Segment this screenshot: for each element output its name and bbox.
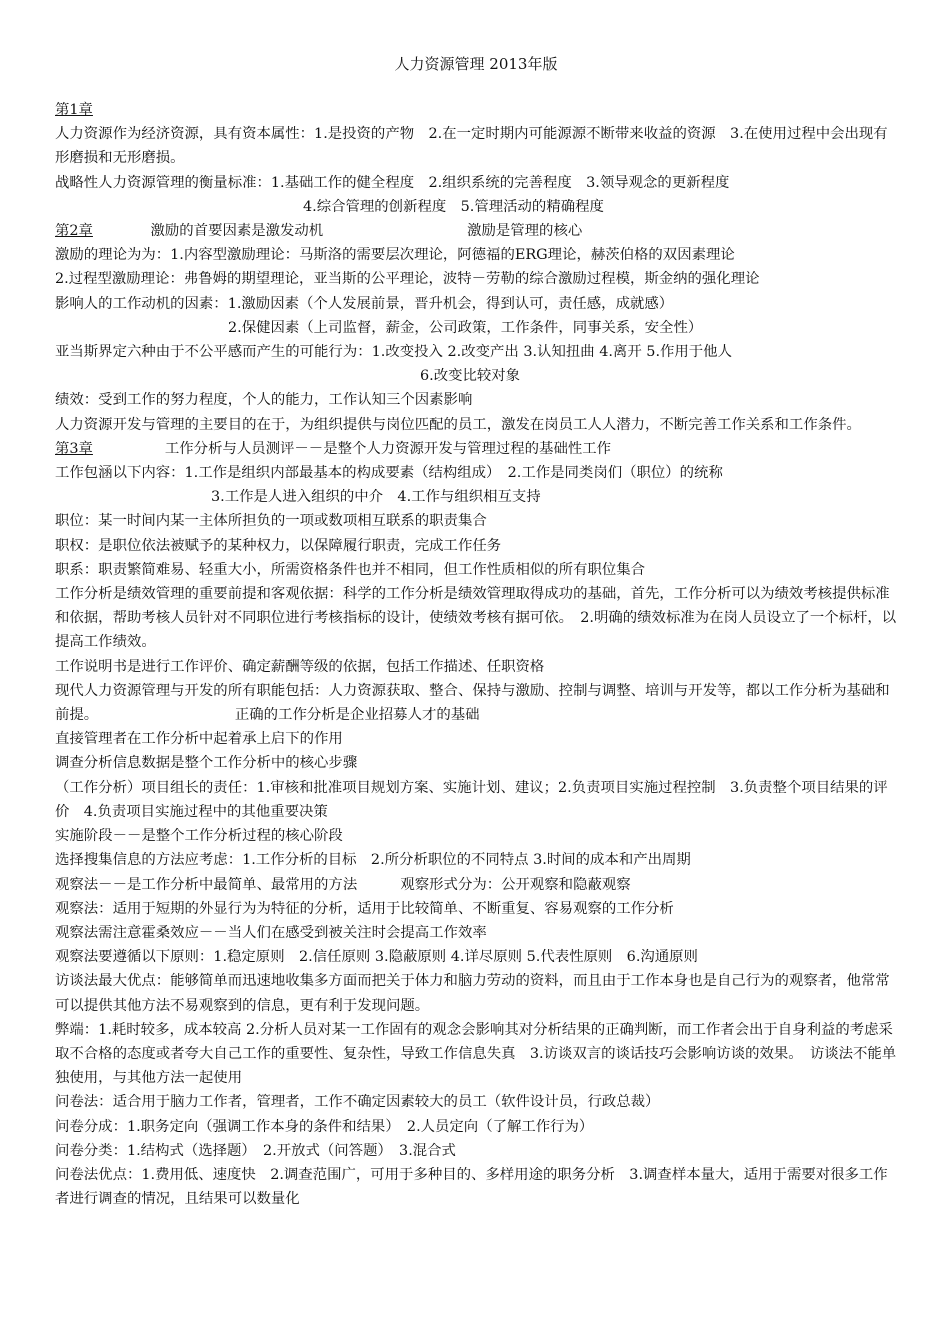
text-line [55, 195, 897, 219]
line-text: 工作包涵以下内容：1.工作是组织内部最基本的构成要素（结构组成） 2.工作是同类岗们（职位）的统称 [55, 465, 723, 482]
text-line [55, 727, 897, 751]
line-text: 观察法需注意霍桑效应－－当人们在感受到被关注时会提高工作效率 [55, 924, 487, 941]
line-text: 工作分析与人员测评－－是整个人力资源开发与管理过程的基础性工作 [92, 440, 612, 457]
text-line [55, 267, 897, 291]
text-line [55, 824, 897, 848]
line-text: 人力资源开发与管理的主要目的在于，为组织提供与岗位匹配的员工，激发在岗员工人人潜力，不断完善工作关系和工作条件。 [55, 416, 861, 433]
line-text: 观察法：适用于短期的外显行为为特征的分析，适用于比较简单、不断重复、容易观察的工作分析 [55, 900, 674, 917]
line-text: 影响人的工作动机的因素：1.激励因素（个人发展前景，晋升机会，得到认可，责任感，成就感） [55, 295, 674, 312]
text-line [55, 340, 897, 364]
line-text: 激励的理论为为：1.内容型激励理论：马斯洛的需要层次理论，阿德福的ERG理论，赫茨伯格的双因素理论 [55, 247, 735, 264]
text-line [55, 897, 897, 921]
text-line [55, 316, 897, 340]
line-text: 战略性人力资源管理的衡量标准：1.基础工作的健全程度 2.组织系统的完善程度 3.领导观念的更新程度 [55, 174, 730, 191]
line-text: 激励的首要因素是激发动机 激励是管理的核心 [92, 223, 583, 240]
text-line [55, 945, 897, 969]
line-text: 6.改变比较对象 [420, 368, 521, 385]
text-line [55, 219, 897, 243]
text-line [55, 171, 897, 195]
text-line [55, 679, 897, 727]
text-line [55, 582, 897, 655]
line-text: 问卷分成：1.职务定向（强调工作本身的条件和结果） 2.人员定向（了解工作行为） [55, 1118, 594, 1135]
line-text: 3.工作是人进入组织的中介 4.工作与组织相互支持 [211, 489, 541, 506]
text-line [55, 437, 897, 461]
text-line [55, 776, 897, 824]
document-page [55, 52, 897, 1211]
line-text: 观察法－－是工作分析中最简单、最常用的方法 观察形式分为：公开观察和隐蔽观察 [55, 876, 631, 893]
line-text: 工作分析是绩效管理的重要前提和客观依据：科学的工作分析是绩效管理取得成功的基础，首先，工作分析可以为绩效考核提供标准和依据，帮助考核人员针对不同职位进行考核指标的设计，使绩效考核有据可依。 2.明确的绩效标准为在岗人员设立了一个标杆，以提高工作绩效。 [55, 586, 897, 651]
line-text: 2.保健因素（上司监督，薪金，公司政策，工作条件，同事关系，安全性） [228, 319, 703, 336]
line-text: 弊端：1.耗时较多，成本较高 2.分析人员对某一工作固有的观念会影响其对分析结果的正确判断，而工作者会出于自身利益的考虑采取不合格的态度或者夸大自己工作的重要性、复杂性，导致工作信息失真 3.访谈双言的谈话技巧会影响访谈的效果。 访谈法不能单独使用，与其他方法一起使用 [55, 1021, 897, 1087]
line-text: 亚当斯界定六种由于不公平感而产生的可能行为：1.改变投入 2.改变产出 3.认知扭曲 4.离开 5.作用于他人 [55, 344, 732, 361]
line-text: 职位：某一时间内某一主体所担负的一项或数项相互联系的职责集合 [55, 513, 487, 530]
line-text: 问卷法：适合用于脑力工作者，管理者，工作不确定因素较大的员工（软件设计员，行政总裁） [55, 1094, 660, 1111]
text-line [55, 292, 897, 316]
line-text: 绩效：受到工作的努力程度，个人的能力，工作认知三个因素影响 [55, 392, 473, 409]
text-line [55, 1018, 897, 1091]
text-line [55, 751, 897, 775]
chapter-heading: 第3章 [55, 440, 93, 457]
line-text: 直接管理者在工作分析中起着承上启下的作用 [55, 731, 343, 748]
line-text: 调查分析信息数据是整个工作分析中的核心步骤 [55, 755, 358, 772]
text-line [55, 98, 897, 122]
line-text: 职权：是职位依法被赋予的某种权力，以保障履行职责，完成工作任务 [55, 537, 502, 554]
line-text: 选择搜集信息的方法应考虑：1.工作分析的目标 2.所分析职位的不同特点 3.时间的成本和产出周期 [55, 852, 691, 869]
document-body [55, 98, 897, 1211]
text-line [55, 509, 897, 533]
text-line [55, 969, 897, 1017]
line-text: （工作分析）项目组长的责任：1.审核和批准项目规划方案、实施计划、建议；2.负责项目实施过程控制 3.负责整个项目结果的评价 4.负责项目实施过程中的其他重要决策 [55, 779, 888, 820]
text-line [55, 873, 897, 897]
text-line [55, 1090, 897, 1114]
text-line [55, 122, 897, 170]
line-text: 工作说明书是进行工作评价、确定薪酬等级的依据，包括工作描述、任职资格 [55, 658, 545, 675]
text-line [55, 534, 897, 558]
text-line [55, 388, 897, 412]
text-line [55, 1115, 897, 1139]
text-line [55, 485, 897, 509]
line-text: 职系：职责繁简难易、轻重大小，所需资格条件也并不相同，但工作性质相似的所有职位集合 [55, 561, 646, 578]
text-line [55, 1139, 897, 1163]
text-line [55, 558, 897, 582]
chapter-heading: 第1章 [55, 102, 93, 118]
line-text: 人力资源作为经济资源，具有资本属性：1.是投资的产物 2.在一定时期内可能源源不断带来收益的资源 3.在使用过程中会出现有形磨损和无形磨损。 [55, 126, 888, 167]
text-line [55, 461, 897, 485]
text-line [55, 364, 897, 388]
line-text: 观察法要遵循以下原则：1.稳定原则 2.信任原则 3.隐蔽原则 4.详尽原则 5.代表性原则 6.沟通原则 [55, 949, 698, 966]
text-line [55, 243, 897, 267]
line-text: 4.综合管理的创新程度 5.管理活动的精确程度 [303, 198, 604, 215]
line-text: 访谈法最大优点：能够简单而迅速地收集多方面而把关于体力和脑力劳动的资料，而且由于工作本身也是自己行为的观察者，他常常可以提供其他方法不易观察到的信息，更有利于发现问题。 [55, 973, 890, 1014]
chapter-heading: 第2章 [55, 223, 93, 240]
text-line [55, 921, 897, 945]
line-text: 2.过程型激励理论：弗鲁姆的期望理论，亚当斯的公平理论，波特－劳勒的综合激励过程模，斯金纳的强化理论 [55, 271, 760, 288]
line-text: 实施阶段－－是整个工作分析过程的核心阶段 [55, 828, 343, 845]
document-title: 人力资源管理 2013年版 [394, 55, 558, 73]
text-line [55, 848, 897, 872]
line-text: 现代人力资源管理与开发的所有职能包括：人力资源获取、整合、保持与激励、控制与调整、培训与开发等，都以工作分析为基础和前提。 正确的工作分析是企业招募人才的基础 [55, 682, 890, 724]
text-line [55, 413, 897, 437]
text-line [55, 1163, 897, 1211]
line-text: 问卷法优点：1.费用低、速度快 2.调查范围广，可用于多种目的、多样用途的职务分析 3.调查样本量大，适用于需要对很多工作者进行调查的情况，且结果可以数量化 [55, 1166, 888, 1208]
text-line [55, 655, 897, 679]
line-text: 问卷分类：1.结构式（选择题） 2.开放式（问答题） 3.混合式 [55, 1142, 456, 1159]
